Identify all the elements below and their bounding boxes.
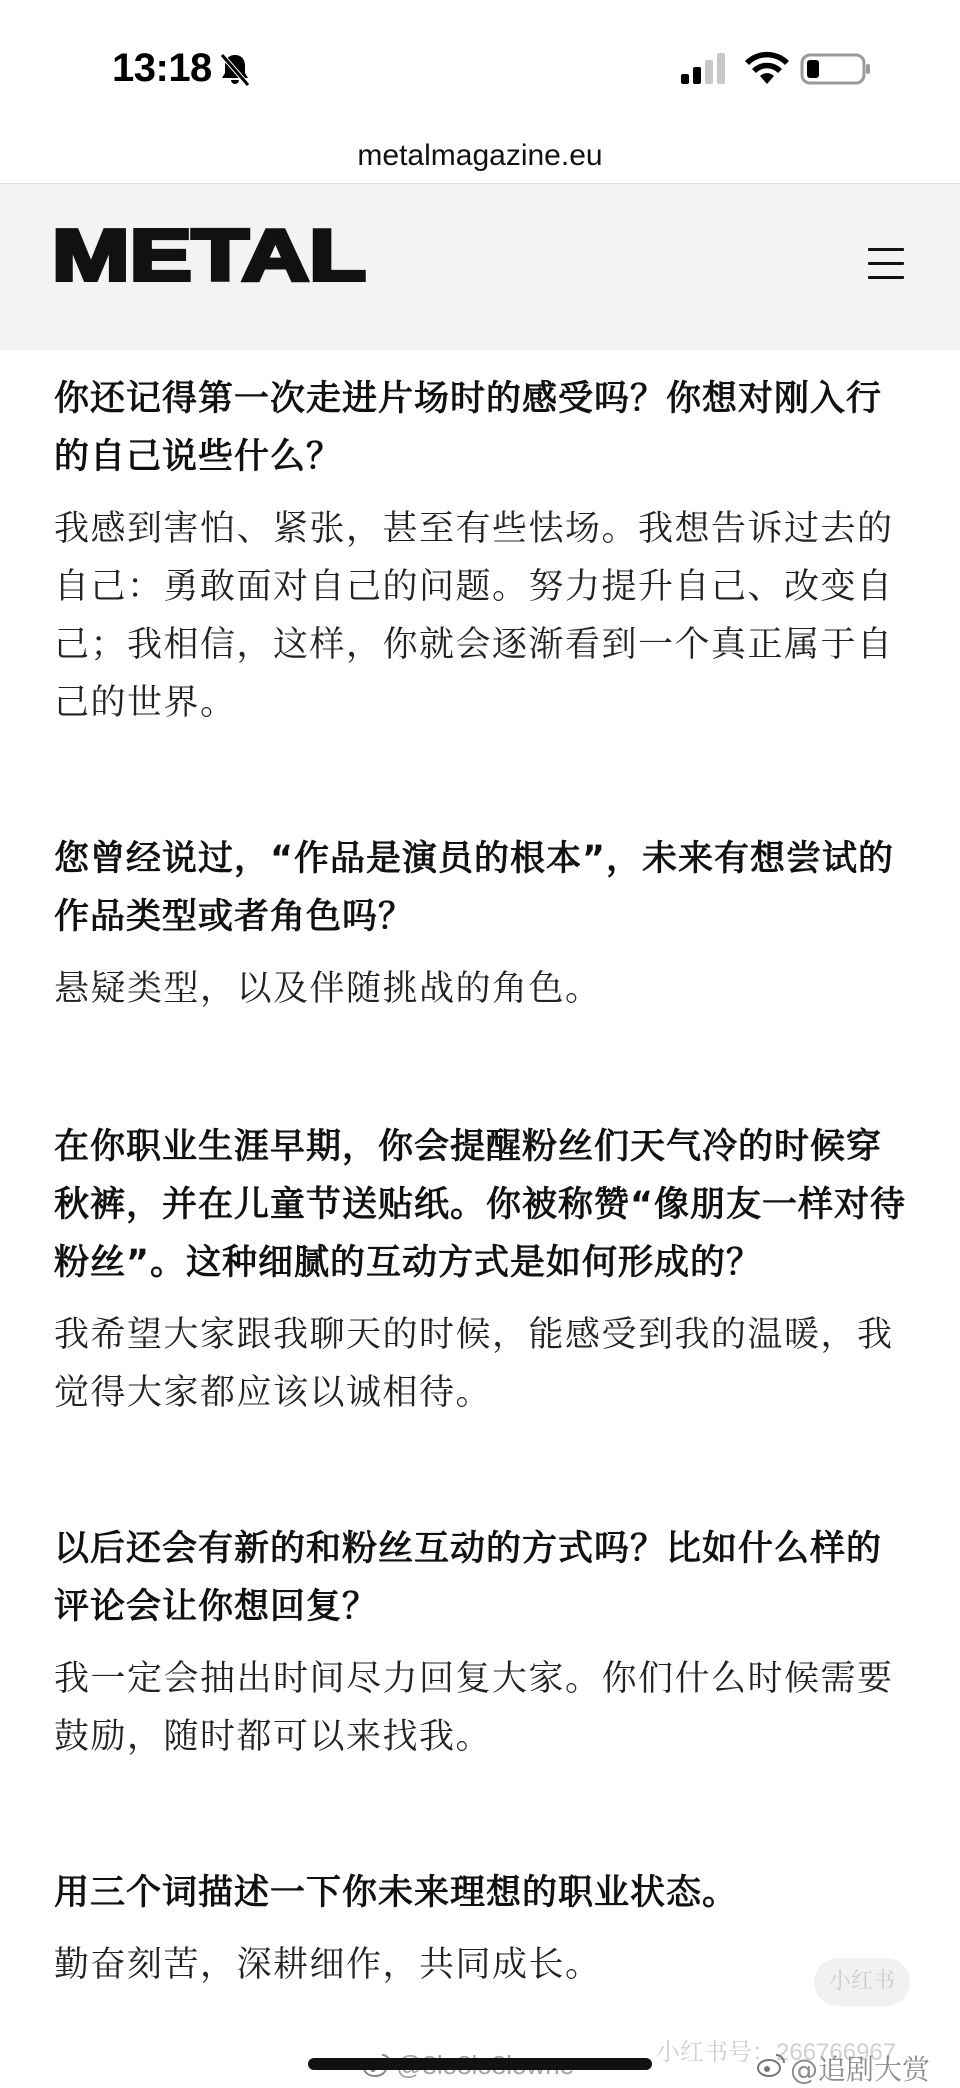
battery-icon (800, 52, 872, 86)
interview-answer: 我一定会抽出时间尽力回复大家。你们什么时候需要鼓励，随时都可以来找我。 (54, 1659, 894, 1757)
bell-slash-icon (218, 52, 252, 88)
metal-logo[interactable] (52, 212, 368, 292)
hamburger-menu-icon[interactable] (864, 244, 908, 284)
weibo-icon (756, 2052, 786, 2078)
site-header (0, 184, 960, 350)
interview-question: 在你职业生涯早期，你会提醒粉丝们天气冷的时候穿秋裤，并在儿童节送贴纸。你被称赞“像朋友一样对待粉丝”。这种细腻的互动方式是如何形成的？ (54, 1127, 907, 1283)
qa-block (54, 370, 914, 732)
logo-text: METAL (52, 216, 366, 292)
status-bar (0, 0, 960, 130)
interview-answer: 我感到害怕、紧张，甚至有些怯场。我想告诉过去的自己：勇敢面对自己的问题。努力提升自己、改变自己；我相信，这样，你就会逐渐看到一个真正属于自己的世界。 (54, 509, 894, 723)
interview-answer: 悬疑类型，以及伴随挑战的角色。 (54, 969, 602, 1009)
interview-question: 以后还会有新的和粉丝互动的方式吗？比如什么样的评论会让你想回复？ (54, 1529, 883, 1627)
qa-block (54, 1118, 914, 1422)
xiaohongshu-id-watermark: 小红书号：266766967 (656, 2039, 897, 2066)
wifi-icon (744, 50, 790, 86)
xiaohongshu-watermark-badge: 小红书 (814, 1958, 910, 2006)
status-time: 13:18 (112, 46, 212, 90)
article-body (54, 370, 914, 1994)
address-bar[interactable] (0, 130, 960, 182)
interview-answer: 我希望大家跟我聊天的时候，能感受到我的温暖，我觉得大家都应该以诚相待。 (54, 1315, 894, 1413)
qa-block (54, 1864, 914, 1994)
url-text[interactable]: metalmagazine.eu (357, 139, 603, 172)
interview-question: 你还记得第一次走进片场时的感受吗？你想对刚入行的自己说些什么？ (54, 379, 883, 477)
home-indicator[interactable] (308, 2058, 652, 2070)
qa-block (54, 830, 914, 1018)
weibo-account-watermark: @追剧大赏 (790, 2053, 931, 2086)
interview-question: 用三个词描述一下你未来理想的职业状态。 (54, 1873, 739, 1913)
cellular-signal-icon (679, 52, 727, 86)
interview-answer: 勤奋刻苦，深耕细作，共同成长。 (54, 1945, 602, 1985)
interview-question: 您曾经说过，“作品是演员的根本”，未来有想尝试的作品类型或者角色吗？ (54, 839, 895, 937)
qa-block (54, 1520, 914, 1766)
